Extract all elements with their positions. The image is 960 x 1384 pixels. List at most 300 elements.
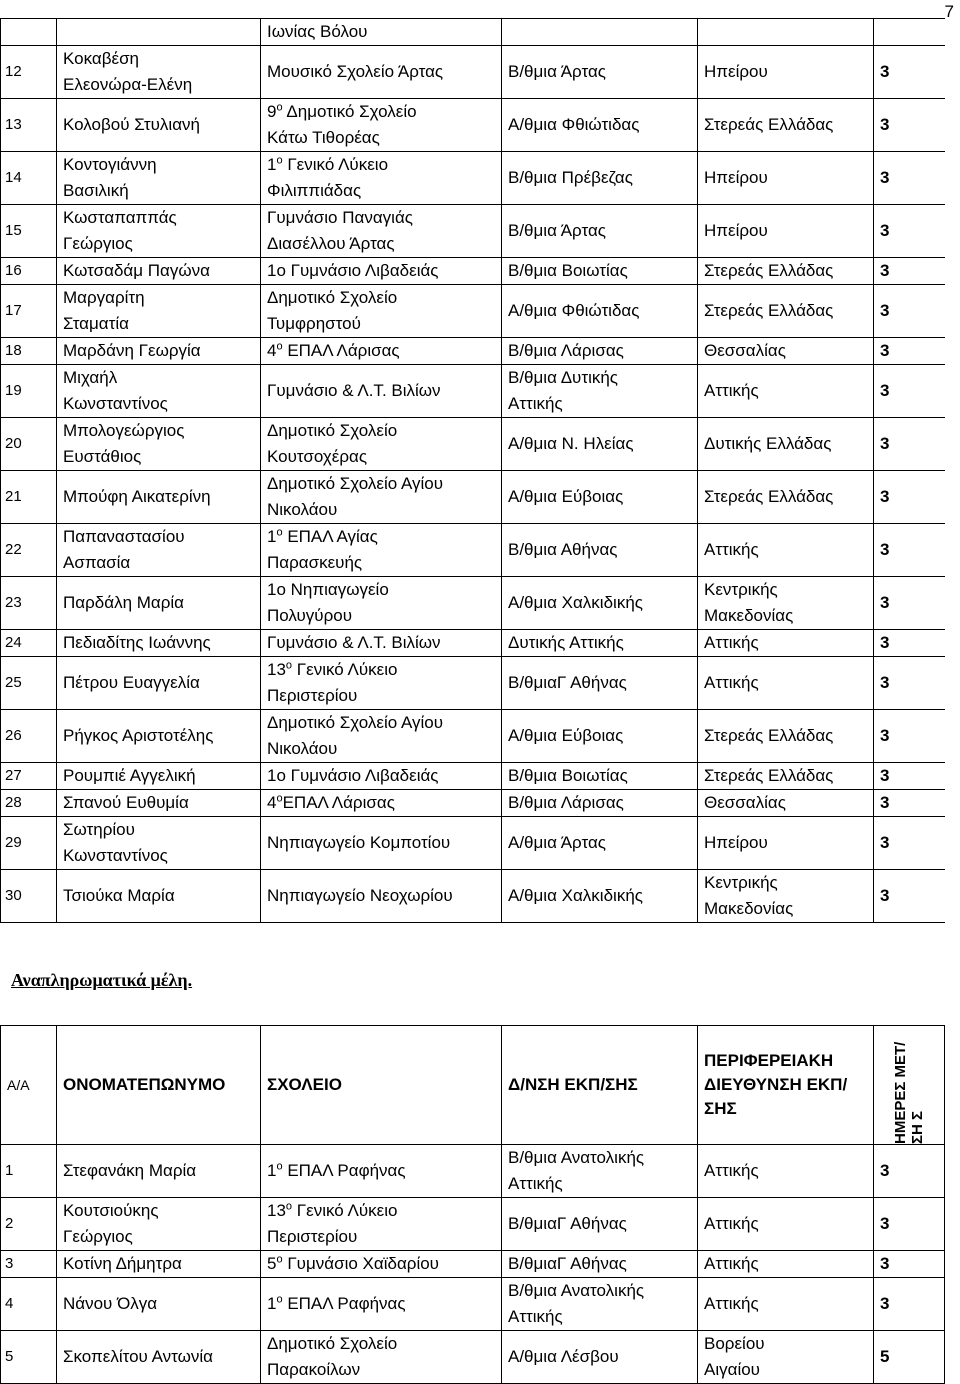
cell-direction-line: Αττικής [508,394,563,413]
cell-direction [502,46,698,99]
header-days-line: Σ [909,1110,926,1120]
cell-direction [502,1145,698,1198]
cell-name-line: Ασπασία [63,553,131,572]
cell-direction [502,710,698,763]
cell-region-line: Κεντρικής [704,873,778,892]
cell-days [874,1278,945,1331]
table-row [1,258,945,285]
page-number: 7 [944,2,954,21]
header-region-line: ΕΚΠ/ΣΗΣ [704,1075,848,1118]
cell-direction-line: Β/θμια Πρέβεζας [508,168,633,187]
cell-school-line: Πολυγύρου [267,606,353,625]
cell-school-line: 1ο Γυμνάσιο Λιβαδειάς [267,261,439,280]
cell-region-line: Βορείου [704,1334,765,1353]
cell-num-line: 30 [5,887,22,904]
cell-days [874,1331,945,1384]
cell-days [874,99,945,152]
cell-name-line: Σπανού Ευθυμία [63,793,189,812]
cell-name-line: Κωσταπαππάς [63,208,177,227]
cell-direction-line: Β/θμια Αθήνας [508,540,618,559]
cell-school [261,258,502,285]
cell-num-line: 24 [5,634,22,651]
cell-region-line: Στερεάς Ελλάδας [704,261,834,280]
cell-days [874,471,945,524]
cell-region-line: Δυτικής Ελλάδας [704,434,832,453]
cell-direction [502,338,698,365]
cell-num-line: 15 [5,222,22,239]
cell-name-line: Στεφανάκη Μαρία [63,1161,197,1180]
cell-name-line: Κολοβού Στυλιανή [63,115,200,134]
cell-direction [502,524,698,577]
header-days-line: ΜΕΤ/ΣΗ [892,1041,926,1144]
cell-direction-line: Β/θμια Ανατολικής [508,1281,645,1300]
cell-days-line: 3 [880,1161,890,1180]
cell-days-line: 3 [880,726,890,745]
cell-direction [502,763,698,790]
ordinal-superscript: ο [276,526,283,539]
ordinal-superscript: ο [285,1200,293,1213]
cell-name [57,365,261,418]
cell-days [874,418,945,471]
cell-region-line: Αττικής [704,540,759,559]
table-row [1,817,945,870]
table-row [1,471,945,524]
header-school: ΣΧΟΛΕΙΟ [261,1026,502,1145]
cell-days [874,1145,945,1198]
cell-school [261,1251,502,1278]
cell-school-line: $4^o$ ΕΠΑΛ Λάρισας [267,340,400,360]
cell-direction-line: Δυτικής Αττικής [508,633,624,652]
cell-school-line: Γυμνάσιο & Λ.Τ. Βιλίων [267,381,441,400]
cell-days-line: 3 [880,341,890,360]
cell-num-line: 1 [5,1162,14,1179]
cell-name-line: Παπαναστασίου [63,527,185,546]
table-row [1,19,945,46]
cell-name [57,870,261,923]
cell-school [261,630,502,657]
cell-school [261,710,502,763]
cell-name [57,19,261,46]
cell-name [57,577,261,630]
cell-days [874,205,945,258]
cell-name-line: Πέτρου Ευαγγελία [63,673,200,692]
cell-name [57,710,261,763]
cell-days-line: 3 [880,540,890,559]
cell-region-line: Στερεάς Ελλάδας [704,726,834,745]
cell-name-line: Μπολογεώργιος [63,421,185,440]
cell-num [1,205,57,258]
cell-days [874,524,945,577]
cell-direction-line: Β/θμια Άρτας [508,62,606,81]
cell-direction-line: Α/θμια Εύβοιας [508,726,624,745]
cell-name [57,1145,261,1198]
cell-school [261,46,502,99]
cell-name [57,152,261,205]
cell-days-line: 3 [880,301,890,320]
cell-school-line: Φιλιππιάδας [267,181,362,200]
cell-num [1,285,57,338]
cell-num-line: 13 [5,116,22,133]
cell-school [261,577,502,630]
cell-num-line: 27 [5,767,22,784]
cell-school [261,152,502,205]
cell-name [57,99,261,152]
cell-school [261,1198,502,1251]
header-region-line: ΠΕΡΙΦΕΡΕΙΑΚΗ [704,1051,834,1070]
header-region [698,1026,874,1145]
cell-school [261,365,502,418]
cell-days [874,790,945,817]
header-name: ΟΝΟΜΑΤΕΠΩΝΥΜΟ [57,1026,261,1145]
cell-days-line: 3 [880,1254,890,1273]
cell-direction [502,99,698,152]
alternates-title: Αναπληρωματικά μέλη. [11,970,193,990]
cell-name-line: Ρουμπιέ Αγγελική [63,766,196,785]
cell-direction-line: Α/θμια Χαλκιδικής [508,886,643,905]
cell-region [698,1331,874,1384]
table-row [1,1278,945,1331]
cell-direction [502,630,698,657]
cell-school-line: Γυμνάσιο & Λ.Τ. Βιλίων [267,633,441,652]
cell-region [698,205,874,258]
cell-direction-line: Α/θμια Άρτας [508,833,606,852]
cell-name-line: Κοντογιάννη [63,155,157,174]
cell-days [874,763,945,790]
cell-region-line: Κεντρικής [704,580,778,599]
cell-name [57,790,261,817]
ordinal-superscript: ο [276,340,283,353]
cell-days-line: 3 [880,886,890,905]
members-table-body [1,19,945,923]
cell-name-line: Κωνσταντίνος [63,394,168,413]
cell-days-line: 3 [880,833,890,852]
cell-num-line: 18 [5,342,22,359]
cell-region-line: Ηπείρου [704,62,768,81]
cell-days-line: 3 [880,1214,890,1233]
cell-days [874,1198,945,1251]
table-row [1,710,945,763]
cell-days-line: 3 [880,168,890,187]
cell-name [57,657,261,710]
header-days [874,1026,945,1145]
members-table [0,18,945,923]
cell-region-line: Ηπείρου [704,168,768,187]
cell-school [261,19,502,46]
cell-name-line: Σταματία [63,314,129,333]
cell-name [57,46,261,99]
cell-days [874,19,945,46]
cell-direction-line: Β/θμια Βοιωτίας [508,766,628,785]
cell-region-line: Στερεάς Ελλάδας [704,115,834,134]
cell-school-line: Παρασκευής [267,553,363,572]
cell-school-line: 1ο Γυμνάσιο Λιβαδειάς [267,766,439,785]
cell-direction [502,870,698,923]
cell-region-line: Αττικής [704,1214,759,1233]
cell-direction [502,418,698,471]
cell-school [261,285,502,338]
cell-days-line: 5 [880,1347,890,1366]
cell-num-line: 16 [5,262,22,279]
cell-name-line: Μαρδάνη Γεωργία [63,341,201,360]
table-row [1,870,945,923]
cell-region-line: Μακεδονίας [704,899,794,918]
cell-days [874,657,945,710]
ordinal-superscript: ο [276,792,283,805]
cell-school [261,338,502,365]
header-direction: Δ/ΝΣΗ ΕΚΠ/ΣΗΣ [502,1026,698,1145]
table-row [1,1198,945,1251]
cell-direction-line: Β/θμια Λάρισας [508,341,624,360]
cell-direction-line: Β/θμια Λάρισας [508,793,624,812]
cell-num [1,258,57,285]
cell-num-line: 14 [5,169,22,186]
cell-num-line: 5 [5,1348,14,1365]
cell-direction [502,817,698,870]
cell-direction [502,258,698,285]
cell-num [1,790,57,817]
cell-name [57,524,261,577]
cell-num [1,710,57,763]
cell-days [874,365,945,418]
cell-region [698,1251,874,1278]
ordinal-superscript: ο [276,1253,283,1266]
cell-school-line: Νηπιαγωγείο Νεοχωρίου [267,886,453,905]
cell-school [261,817,502,870]
cell-num-line: 4 [5,1295,14,1312]
cell-school [261,471,502,524]
cell-school [261,99,502,152]
cell-school-line: $9^o$ Δημοτικό Σχολείο [267,101,417,121]
cell-direction-line: Αττικής [508,1307,563,1326]
cell-direction-line: Β/θμιαΓ Αθήνας [508,673,627,692]
cell-days-line: 3 [880,381,890,400]
cell-school-line: 1ο Νηπιαγωγείο [267,580,389,599]
cell-region [698,285,874,338]
cell-school-line: Μουσικό Σχολείο Άρτας [267,62,444,81]
cell-num-line: 29 [5,834,22,851]
cell-num-line: 22 [5,541,22,558]
cell-region [698,790,874,817]
cell-direction-line: Β/θμιαΓ Αθήνας [508,1254,627,1273]
cell-region [698,19,874,46]
cell-name-line: Μιχαήλ [63,368,118,387]
cell-school-line: Δημοτικό Σχολείο Αγίου [267,713,444,732]
cell-school-line: Διασέλλου Άρτας [267,234,395,253]
header-days-line: ΗΜΕΡΕΣ [892,1081,909,1144]
cell-region [698,657,874,710]
cell-num [1,1278,57,1331]
cell-name-line: Κωνσταντίνος [63,846,168,865]
cell-direction-line: Β/θμια Βοιωτίας [508,261,628,280]
cell-num [1,524,57,577]
cell-name [57,258,261,285]
alternates-header-row [1,1026,945,1145]
cell-school-line: Ιωνίας Βόλου [267,22,368,41]
header-days-text [892,1026,926,1144]
cell-days-line: 3 [880,487,890,506]
cell-num-line: 28 [5,794,22,811]
table-row [1,763,945,790]
cell-direction-line: Β/θμια Ανατολικής [508,1148,645,1167]
cell-region [698,99,874,152]
cell-days-line: 3 [880,633,890,652]
cell-days [874,577,945,630]
cell-num [1,870,57,923]
cell-name-line: Μαργαρίτη [63,288,145,307]
cell-num [1,471,57,524]
cell-direction-line: Α/θμια Εύβοιας [508,487,624,506]
cell-direction-line: Β/θμιαΓ Αθήνας [508,1214,627,1233]
cell-days-line: 3 [880,115,890,134]
cell-name-line: Ευστάθιος [63,447,142,466]
cell-school [261,790,502,817]
table-row [1,99,945,152]
table-row [1,790,945,817]
cell-school-line: $1^o$ Γενικό Λύκειο [267,154,389,174]
cell-school [261,205,502,258]
cell-days-line: 3 [880,1294,890,1313]
cell-direction [502,1278,698,1331]
cell-name-line: Κουτσιούκης [63,1201,159,1220]
cell-region [698,710,874,763]
table-row [1,630,945,657]
cell-region [698,577,874,630]
cell-region-line: Θεσσαλίας [704,793,786,812]
cell-school-line: $13^o$ Γενικό Λύκειο [267,1200,398,1220]
cell-name [57,1278,261,1331]
table-row [1,1331,945,1384]
alternates-table-body [1,1145,945,1384]
cell-school-line: $13^o$ Γενικό Λύκειο [267,659,398,679]
table-row [1,285,945,338]
cell-num [1,1198,57,1251]
cell-region [698,46,874,99]
cell-name-line: Ρήγκος Αριστοτέλης [63,726,214,745]
cell-school [261,763,502,790]
cell-name [57,1331,261,1384]
cell-num-line: 3 [5,1255,14,1272]
cell-region-line: Αττικής [704,633,759,652]
cell-school-line: Δημοτικό Σχολείο Αγίου [267,474,444,493]
cell-num [1,1331,57,1384]
cell-num [1,338,57,365]
cell-days-line: 3 [880,593,890,612]
cell-school-line: Περιστερίου [267,1227,358,1246]
cell-days [874,630,945,657]
cell-region-line: Αττικής [704,1161,759,1180]
cell-days [874,870,945,923]
alternates-table [0,1025,945,1384]
cell-num-line: 23 [5,594,22,611]
cell-days-line: 3 [880,793,890,812]
header-num: Α/Α [1,1026,57,1145]
cell-school-line: Νηπιαγωγείο Κομποτίου [267,833,451,852]
cell-days [874,285,945,338]
cell-name-line: Σκοπελίτου Αντωνία [63,1347,213,1366]
header-region-line: ΔΙΕΥΘΥΝΣΗ [704,1075,802,1094]
cell-name-line: Κωτσαδάμ Παγώνα [63,261,210,280]
cell-name-line: Τσιούκα Μαρία [63,886,175,905]
cell-school-line: $4^oE\Pi A\Lambda$ Λάρισας [267,792,395,812]
cell-region [698,1145,874,1198]
cell-num [1,46,57,99]
cell-school-line: $5^o$ Γυμνάσιο Χαϊδαρίου [267,1253,439,1273]
table-row [1,338,945,365]
cell-name-line: Γεώργιος [63,1227,133,1246]
cell-name [57,817,261,870]
cell-school-line: Δημοτικό Σχολείο [267,1334,398,1353]
cell-region-line: Αττικής [704,1254,759,1273]
cell-region [698,870,874,923]
cell-name [57,285,261,338]
cell-num-line: 20 [5,435,22,452]
cell-school-line: Κουτσοχέρας [267,447,368,466]
cell-direction-line: Α/θμια Λέσβου [508,1347,619,1366]
cell-school [261,1278,502,1331]
cell-num-line: 25 [5,674,22,691]
cell-school [261,1145,502,1198]
cell-school-line: Νικολάου [267,500,338,519]
cell-region [698,1198,874,1251]
cell-region [698,365,874,418]
cell-name-line: Πεδιαδίτης Ιωάννης [63,633,211,652]
cell-days [874,46,945,99]
cell-school-line: Νικολάου [267,739,338,758]
cell-num [1,99,57,152]
cell-name [57,1251,261,1278]
cell-school-line: Δημοτικό Σχολείο [267,421,398,440]
cell-region [698,763,874,790]
cell-num [1,19,57,46]
cell-direction [502,365,698,418]
cell-direction-line: Αττικής [508,1174,563,1193]
cell-region [698,418,874,471]
cell-school-line: $1^o$ ΕΠΑΛ Ραφήνας [267,1293,406,1313]
cell-name-line: Γεώργιος [63,234,133,253]
cell-num-line: 12 [5,63,22,80]
cell-name-line: Ελεονώρα-Ελένη [63,75,193,94]
ordinal-superscript: ο [285,659,293,672]
cell-name-line: Νάνου Όλγα [63,1294,158,1313]
cell-name [57,763,261,790]
cell-num-line: 19 [5,382,22,399]
cell-region-line: Μακεδονίας [704,606,794,625]
cell-days [874,1251,945,1278]
table-row [1,152,945,205]
cell-direction-line: Β/θμια Δυτικής [508,368,618,387]
ordinal-superscript: ο [276,1160,283,1173]
cell-region-line: Αττικής [704,1294,759,1313]
cell-num [1,152,57,205]
table-row [1,577,945,630]
cell-num [1,418,57,471]
cell-name [57,418,261,471]
cell-direction [502,152,698,205]
cell-days-line: 3 [880,434,890,453]
cell-num [1,365,57,418]
ordinal-superscript: ο [276,154,283,167]
cell-school-line: Γυμνάσιο Παναγιάς [267,208,413,227]
cell-region [698,630,874,657]
cell-school-line: $1^o$ ΕΠΑΛ Αγίας [267,526,378,546]
cell-name-line: Παρδάλη Μαρία [63,593,185,612]
cell-num [1,630,57,657]
cell-region [698,338,874,365]
ordinal-superscript: ο [276,101,283,114]
cell-region-line: Ηπείρου [704,833,768,852]
cell-days [874,817,945,870]
cell-direction [502,657,698,710]
